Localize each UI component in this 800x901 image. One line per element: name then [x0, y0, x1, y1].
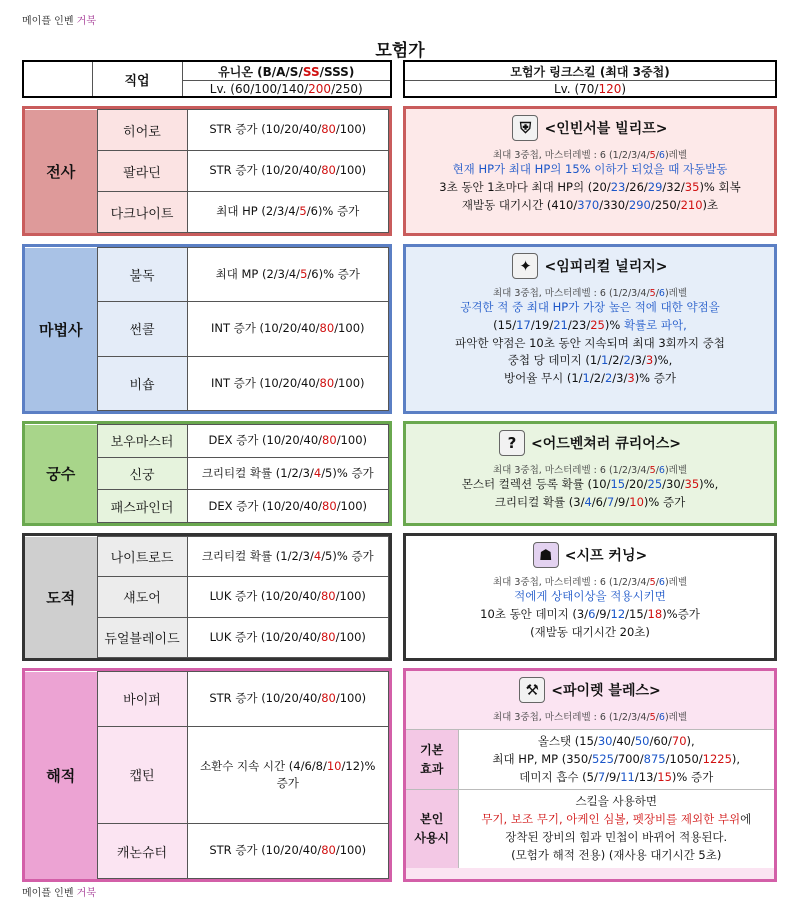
- link-skill-level: 최대 3중첩, 마스터레벨 : 6 (1/2/3/4/5/6)레벨: [492, 712, 688, 723]
- gun-icon: ⚒: [519, 677, 545, 703]
- job-name: 바이퍼: [97, 672, 187, 727]
- union-title: 유니온 (B/A/S/SS/SSS): [182, 61, 391, 81]
- link-skill-mage: [403, 244, 777, 414]
- basic-effect: 올스탯 (15/30/40/50/60/70), 최대 HP, MP (350/525/700/875/1050/1225), 데미지 흡수 (5/7/9/11/13/15)% 증가: [458, 730, 774, 790]
- union-effect: STR 증가 (10/20/40/80/100): [187, 824, 389, 879]
- job-name: 다크나이트: [97, 192, 187, 233]
- question-icon: ?: [499, 430, 525, 456]
- link-skill-title: <시프 커닝>: [564, 548, 648, 564]
- union-effect: 크리티컬 확률 (1/2/3/4/5)% 증가: [187, 537, 389, 577]
- group-name: 전사: [25, 110, 97, 233]
- job-name: 썬콜: [97, 302, 187, 356]
- link-header: [403, 60, 777, 98]
- union-effect: DEX 증가 (10/20/40/80/100): [187, 490, 389, 523]
- union-effect: STR 증가 (10/20/40/80/100): [187, 151, 389, 192]
- job-name: 캐논슈터: [97, 824, 187, 879]
- link-skill-archer: [403, 421, 777, 526]
- job-name: 히어로: [97, 110, 187, 151]
- basic-effect-label: 기본 효과: [406, 730, 458, 790]
- job-name: 나이트로드: [97, 537, 187, 577]
- credit-top: 메이플 인벤 거북: [22, 16, 96, 27]
- job-header: 직업: [92, 61, 182, 97]
- link-skill-level: 최대 3중첩, 마스터레벨 : 6 (1/2/3/4/5/6)레벨: [492, 577, 688, 588]
- union-effect: INT 증가 (10/20/40/80/100): [187, 302, 389, 356]
- link-skill-line: 방어율 무시 (1/1/2/2/3/3)% 증가: [504, 371, 676, 386]
- union-effect: INT 증가 (10/20/40/80/100): [187, 356, 389, 410]
- link-skill-line: (재발동 대기시간 20초): [530, 624, 650, 639]
- job-name: 캡틴: [97, 726, 187, 823]
- job-name: 듀얼블레이드: [97, 617, 187, 657]
- pirate-effect-table: [406, 729, 774, 868]
- group-name: 마법사: [25, 248, 97, 411]
- union-effect: 크리티컬 확률 (1/2/3/4/5)% 증가: [187, 457, 389, 490]
- link-skill-title: <임피리컬 널리지>: [544, 259, 668, 275]
- group-pirate: [22, 668, 392, 882]
- book-icon: ✦: [512, 253, 538, 279]
- job-name: 패스파인더: [97, 490, 187, 523]
- group-mage: [22, 244, 392, 414]
- job-name: 섀도어: [97, 577, 187, 617]
- link-skill-title: <인빈서블 빌리프>: [544, 121, 668, 137]
- link-skill-line: 현재 HP가 최대 HP의 15% 이하가 되었을 때 자동발동: [452, 162, 728, 176]
- group-name: 궁수: [25, 425, 97, 523]
- group-archer: [22, 421, 392, 526]
- link-skill-pirate: [403, 668, 777, 882]
- self-use-effect: 스킬을 사용하면 무기, 보조 무기, 아케인 심볼, 펫장비를 제외한 부위에 장착된 장비의 힘과 민첩이 바뀌어 적용된다. (모험가 해적 전용) (재사용 대기시간 5초): [458, 790, 774, 868]
- shield-icon: ⛨: [512, 115, 538, 141]
- credit-bottom: 메이플 인벤 거북: [22, 888, 96, 899]
- union-effect: LUK 증가 (10/20/40/80/100): [187, 577, 389, 617]
- job-name: 팔라딘: [97, 151, 187, 192]
- link-skill-line: 몬스터 컬렉션 등록 확률 (10/15/20/25/30/35)%,: [461, 477, 719, 491]
- link-skill-line: 3초 동안 1초마다 최대 HP의 (20/23/26/29/32/35)% 회복: [439, 179, 741, 194]
- union-effect: 소환수 지속 시간 (4/6/8/10/12)% 증가: [187, 726, 389, 823]
- union-effect: STR 증가 (10/20/40/80/100): [187, 672, 389, 727]
- union-effect: DEX 증가 (10/20/40/80/100): [187, 425, 389, 458]
- link-skill-line: 공격한 적 중 최대 HP가 가장 높은 적에 대한 약점을: [460, 300, 720, 314]
- link-skill-title: <어드벤쳐러 큐리어스>: [530, 436, 682, 452]
- link-skill-warrior: [403, 106, 777, 236]
- link-skill-line: (15/17/19/21/23/25)% 확률로 파악,: [493, 317, 687, 332]
- job-name: 비숍: [97, 356, 187, 410]
- link-skill-line: 파악한 약점은 10초 동안 지속되며 최대 3회까지 중첩: [455, 335, 725, 350]
- link-skill-level: 최대 3중첩, 마스터레벨 : 6 (1/2/3/4/5/6)레벨: [492, 150, 688, 161]
- link-level: Lv. (70/120): [404, 81, 776, 97]
- link-title: 모험가 링크스킬 (최대 3중첩): [404, 61, 776, 81]
- link-skill-level: 최대 3중첩, 마스터레벨 : 6 (1/2/3/4/5/6)레벨: [492, 288, 688, 299]
- page-title: 모험가: [375, 41, 425, 61]
- link-skill-line: 재발동 대기시간 (410/370/330/290/250/210)초: [461, 197, 719, 212]
- union-header: [22, 60, 392, 98]
- union-effect: 최대 HP (2/3/4/5/6)% 증가: [187, 192, 389, 233]
- link-skill-level: 최대 3중첩, 마스터레벨 : 6 (1/2/3/4/5/6)레벨: [492, 465, 688, 476]
- group-name: 해적: [25, 672, 97, 879]
- union-effect: 최대 MP (2/3/4/5/6)% 증가: [187, 248, 389, 302]
- job-name: 신궁: [97, 457, 187, 490]
- union-level: Lv. (60/100/140/200/250): [182, 81, 391, 97]
- link-skill-title: <파이렛 블레스>: [551, 683, 661, 699]
- link-skill-line: 적에게 상태이상을 적용시키면: [514, 589, 666, 603]
- group-name: 도적: [25, 537, 97, 658]
- group-warrior: [22, 106, 392, 236]
- thief-icon: ☗: [533, 542, 559, 568]
- job-name: 보우마스터: [97, 425, 187, 458]
- union-effect: LUK 증가 (10/20/40/80/100): [187, 617, 389, 657]
- self-use-label: 본인 사용시: [406, 790, 458, 868]
- link-skill-thief: [403, 533, 777, 661]
- union-effect: STR 증가 (10/20/40/80/100): [187, 110, 389, 151]
- group-thief: [22, 533, 392, 661]
- link-skill-line: 10초 동안 데미지 (3/6/9/12/15/18)%증가: [480, 606, 700, 621]
- link-skill-line: 크리티컬 확률 (3/4/6/7/9/10)% 증가: [494, 494, 686, 509]
- link-skill-line: 중첩 당 데미지 (1/1/2/2/3/3)%,: [507, 353, 673, 368]
- job-name: 불독: [97, 248, 187, 302]
